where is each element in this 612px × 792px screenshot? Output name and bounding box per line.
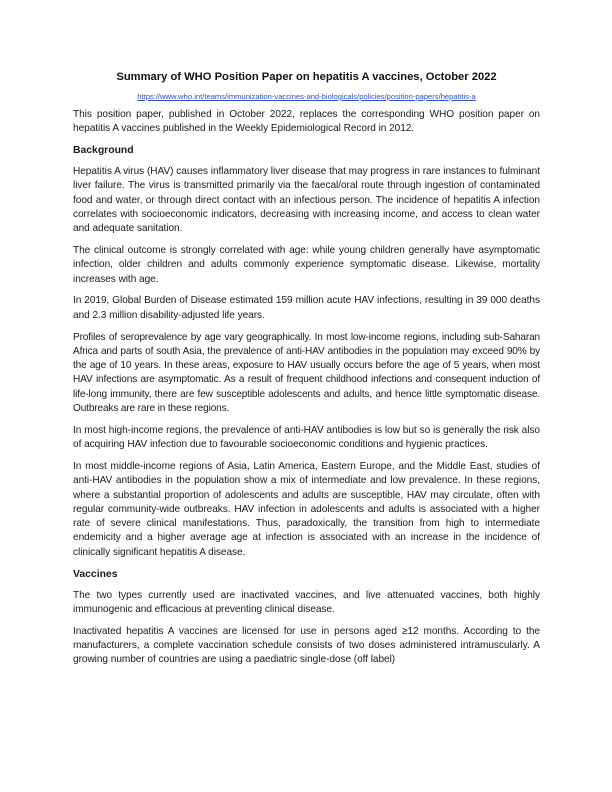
- source-link[interactable]: https://www.who.int/teams/immunization-vaccines-and-biologicals/policies/position-papers/hepatitis-a: [137, 92, 476, 101]
- intro-paragraph: This position paper, published in October 2022, replaces the corresponding WHO position paper on hepatitis A vaccines published in the Weekly Epidemiological Record in 2012.: [73, 109, 540, 135]
- document-title: Summary of WHO Position Paper on hepatitis A vaccines, October 2022: [116, 71, 497, 83]
- document-page: [73, 70, 540, 675]
- background-paragraph-2: The clinical outcome is strongly correlated with age: while young children generally have asymptomatic infection, older children and adults commonly experience symptomatic disease. Likewise, mortality increases with age.: [73, 245, 540, 285]
- background-paragraph-4: Profiles of seroprevalence by age vary geographically. In most low-income regions, including sub-Saharan Africa and parts of south Asia, the prevalence of anti-HAV antibodies in the population may exceed 90% by the age of 10 years. In these areas, exposure to HAV usually occurs before the age of 5 years, when most HAV infections are asymptomatic. As a result of frequent childhood infections and consequent induction of life-long immunity, there are few susceptible adolescents and adults, and hence little symptomatic disease. Outbreaks are rare in these regions.: [73, 331, 540, 415]
- vaccines-paragraph-1: The two types currently used are inactivated vaccines, and live attenuated vaccines, both highly immunogenic and efficacious at preventing clinical disease.: [73, 589, 540, 615]
- vaccines-paragraph-2: Inactivated hepatitis A vaccines are licensed for use in persons aged ≥12 months. According to the manufacturers, a complete vaccination schedule consists of two doses administered intramuscularly. A growing number of countries are using a paediatric single-dose (off label): [73, 625, 540, 666]
- background-paragraph-3: In 2019, Global Burden of Disease estimated 159 million acute HAV infections, resulting in 39 000 deaths and 2.3 million disability-adjusted life years.: [73, 295, 540, 321]
- background-heading: Background: [73, 145, 134, 157]
- background-paragraph-5: In most high-income regions, the prevalence of anti-HAV antibodies is low but so is generally the risk also of acquiring HAV infection due to favourable socioeconomic conditions and hygienic practices.: [73, 424, 540, 451]
- background-paragraph-6: In most middle-income regions of Asia, Latin America, Eastern Europe, and the Middle East, studies of anti-HAV antibodies in the population show a mix of intermediate and low prevalence. In these regions, where a substantial proportion of adolescents and adults are susceptible, HAV may circulate, often with regular community-wide outbreaks. HAV infection in adolescents and adults is associated with a higher rate of severe clinical manifestations. Thus, paradoxically, the transition from high to intermediate endemicity and a higher average age at infection is associated with an increase in the incidence of clinically significant hepatitis A disease.: [73, 460, 540, 558]
- background-paragraph-1: Hepatitis A virus (HAV) causes inflammatory liver disease that may progress in rare instances to fulminant liver failure. The virus is transmitted primarily via the faecal/oral route through ingestion of contaminated food and water, or through direct contact with an infectious person. The incidence of hepatitis A infection correlates with socioeconomic indicators, decreasing with increasing income, and access to clean water and adequate sanitation.: [73, 166, 540, 235]
- vaccines-heading: Vaccines: [73, 568, 118, 580]
